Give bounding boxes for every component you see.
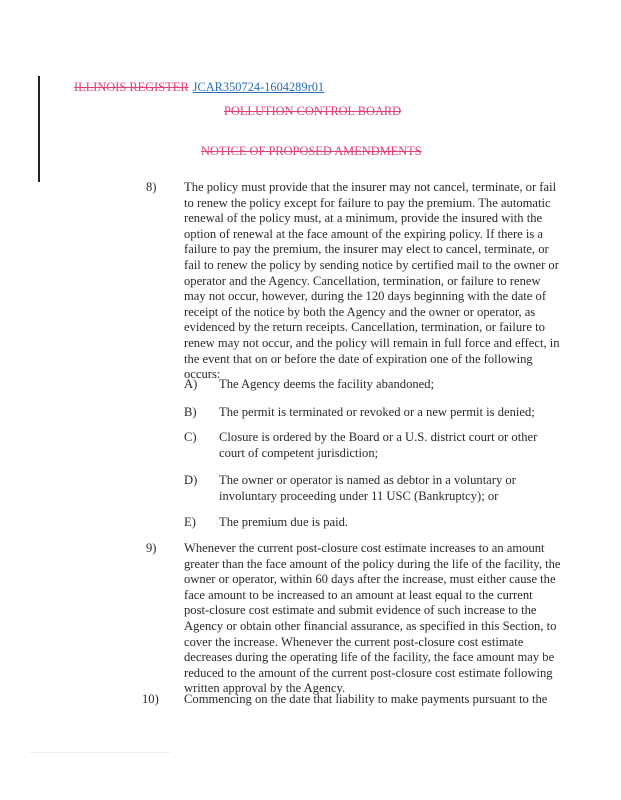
list-item-line: involuntary proceeding under 11 USC (Bankruptcy); or: [219, 488, 499, 503]
list-item-line: The permit is terminated or revoked or a new permit is denied;: [219, 405, 535, 419]
register-header: [74, 80, 324, 95]
list-item-line: The Agency deems the facility abandoned;: [219, 377, 435, 391]
list-item-line: court of competent jurisdiction;: [219, 445, 379, 460]
paragraph-line: fail to renew the policy by sending notice by certified mail to the owner or: [184, 258, 559, 272]
paragraph-number: 10): [142, 692, 159, 706]
paragraph-line: renewal of the policy must, at a minimum, provide the insured with the: [184, 211, 543, 226]
paragraph-line: The policy must provide that the insurer may not cancel, terminate, or fail: [184, 180, 557, 194]
paragraph-line: operator and the Agency. Cancellation, termination, or failure to renew: [184, 273, 541, 288]
register-deleted: ILLINOIS REGISTER: [74, 80, 189, 94]
paragraph-line: greater than the face amount of the policy during the life of the facility, the: [184, 556, 561, 571]
paragraph-line: evidenced by the return receipts. Cancellation, termination, or failure to: [184, 320, 545, 335]
list-item-label: D): [184, 473, 198, 487]
paragraph-number: 9): [146, 541, 157, 555]
register-inserted[interactable]: JCAR350724-1604289r01: [192, 80, 325, 94]
paragraph-line: occurs:: [184, 367, 221, 382]
paragraph-line: failure to pay the premium, the insurer may elect to cancel, terminate, or: [184, 242, 549, 257]
list-item-line: The owner or operator is named as debtor in a voluntary or: [219, 473, 516, 487]
list-item-label: B): [184, 405, 197, 419]
agency-heading: POLLUTION CONTROL BOARD: [224, 104, 402, 118]
paragraph-line: face amount to be increased to an amount at least equal to the current: [184, 587, 533, 602]
paragraph-line: renew may not occur, and the policy will remain in full force and effect, in: [184, 336, 560, 350]
notice-heading: NOTICE OF PROPOSED AMENDMENTS: [201, 144, 422, 158]
list-item-label: E): [184, 515, 196, 529]
list-item-line: Closure is ordered by the Board or a U.S. district court or other: [219, 430, 538, 444]
footer-divider: [30, 752, 170, 753]
paragraph-line: to renew the policy except for failure to pay the premium. The automatic: [184, 195, 551, 210]
paragraph-number: 8): [146, 180, 157, 194]
paragraph-line: reduced to the amount of the current post-closure cost estimate following: [184, 665, 553, 680]
paragraph-line: the event that on or before the date of expiration one of the following: [184, 351, 533, 366]
paragraph-line: Whenever the current post-closure cost estimate increases to an amount: [184, 541, 545, 555]
paragraph-line: post-closure cost estimate and submit evidence of such increase to the: [184, 603, 537, 618]
change-bar: [38, 76, 40, 182]
paragraph-line: decreases during the operating life of the facility, the face amount may be: [184, 650, 555, 665]
list-item-label: C): [184, 430, 197, 444]
paragraph-line: Commencing on the date that liability to make payments pursuant to the: [184, 692, 548, 706]
paragraph-line: option of renewal at the face amount of the expiring policy. If there is a: [184, 226, 544, 241]
list-item-label: A): [184, 377, 198, 391]
paragraph-line: Agency or obtain other financial assurance, as specified in this Section, to: [184, 619, 557, 633]
paragraph-line: owner or operator, within 60 days after the increase, must either cause the: [184, 572, 556, 587]
paragraph-line: receipt of the notice by both the Agency and the owner or operator, as: [184, 304, 536, 319]
paragraph-line: cover the increase. Whenever the current post-closure cost estimate: [184, 634, 524, 649]
list-item-line: The premium due is paid.: [219, 515, 349, 529]
paragraph-line: may not occur, however, during the 120 days beginning with the date of: [184, 289, 547, 304]
paragraph-line: written approval by the Agency.: [184, 681, 346, 696]
